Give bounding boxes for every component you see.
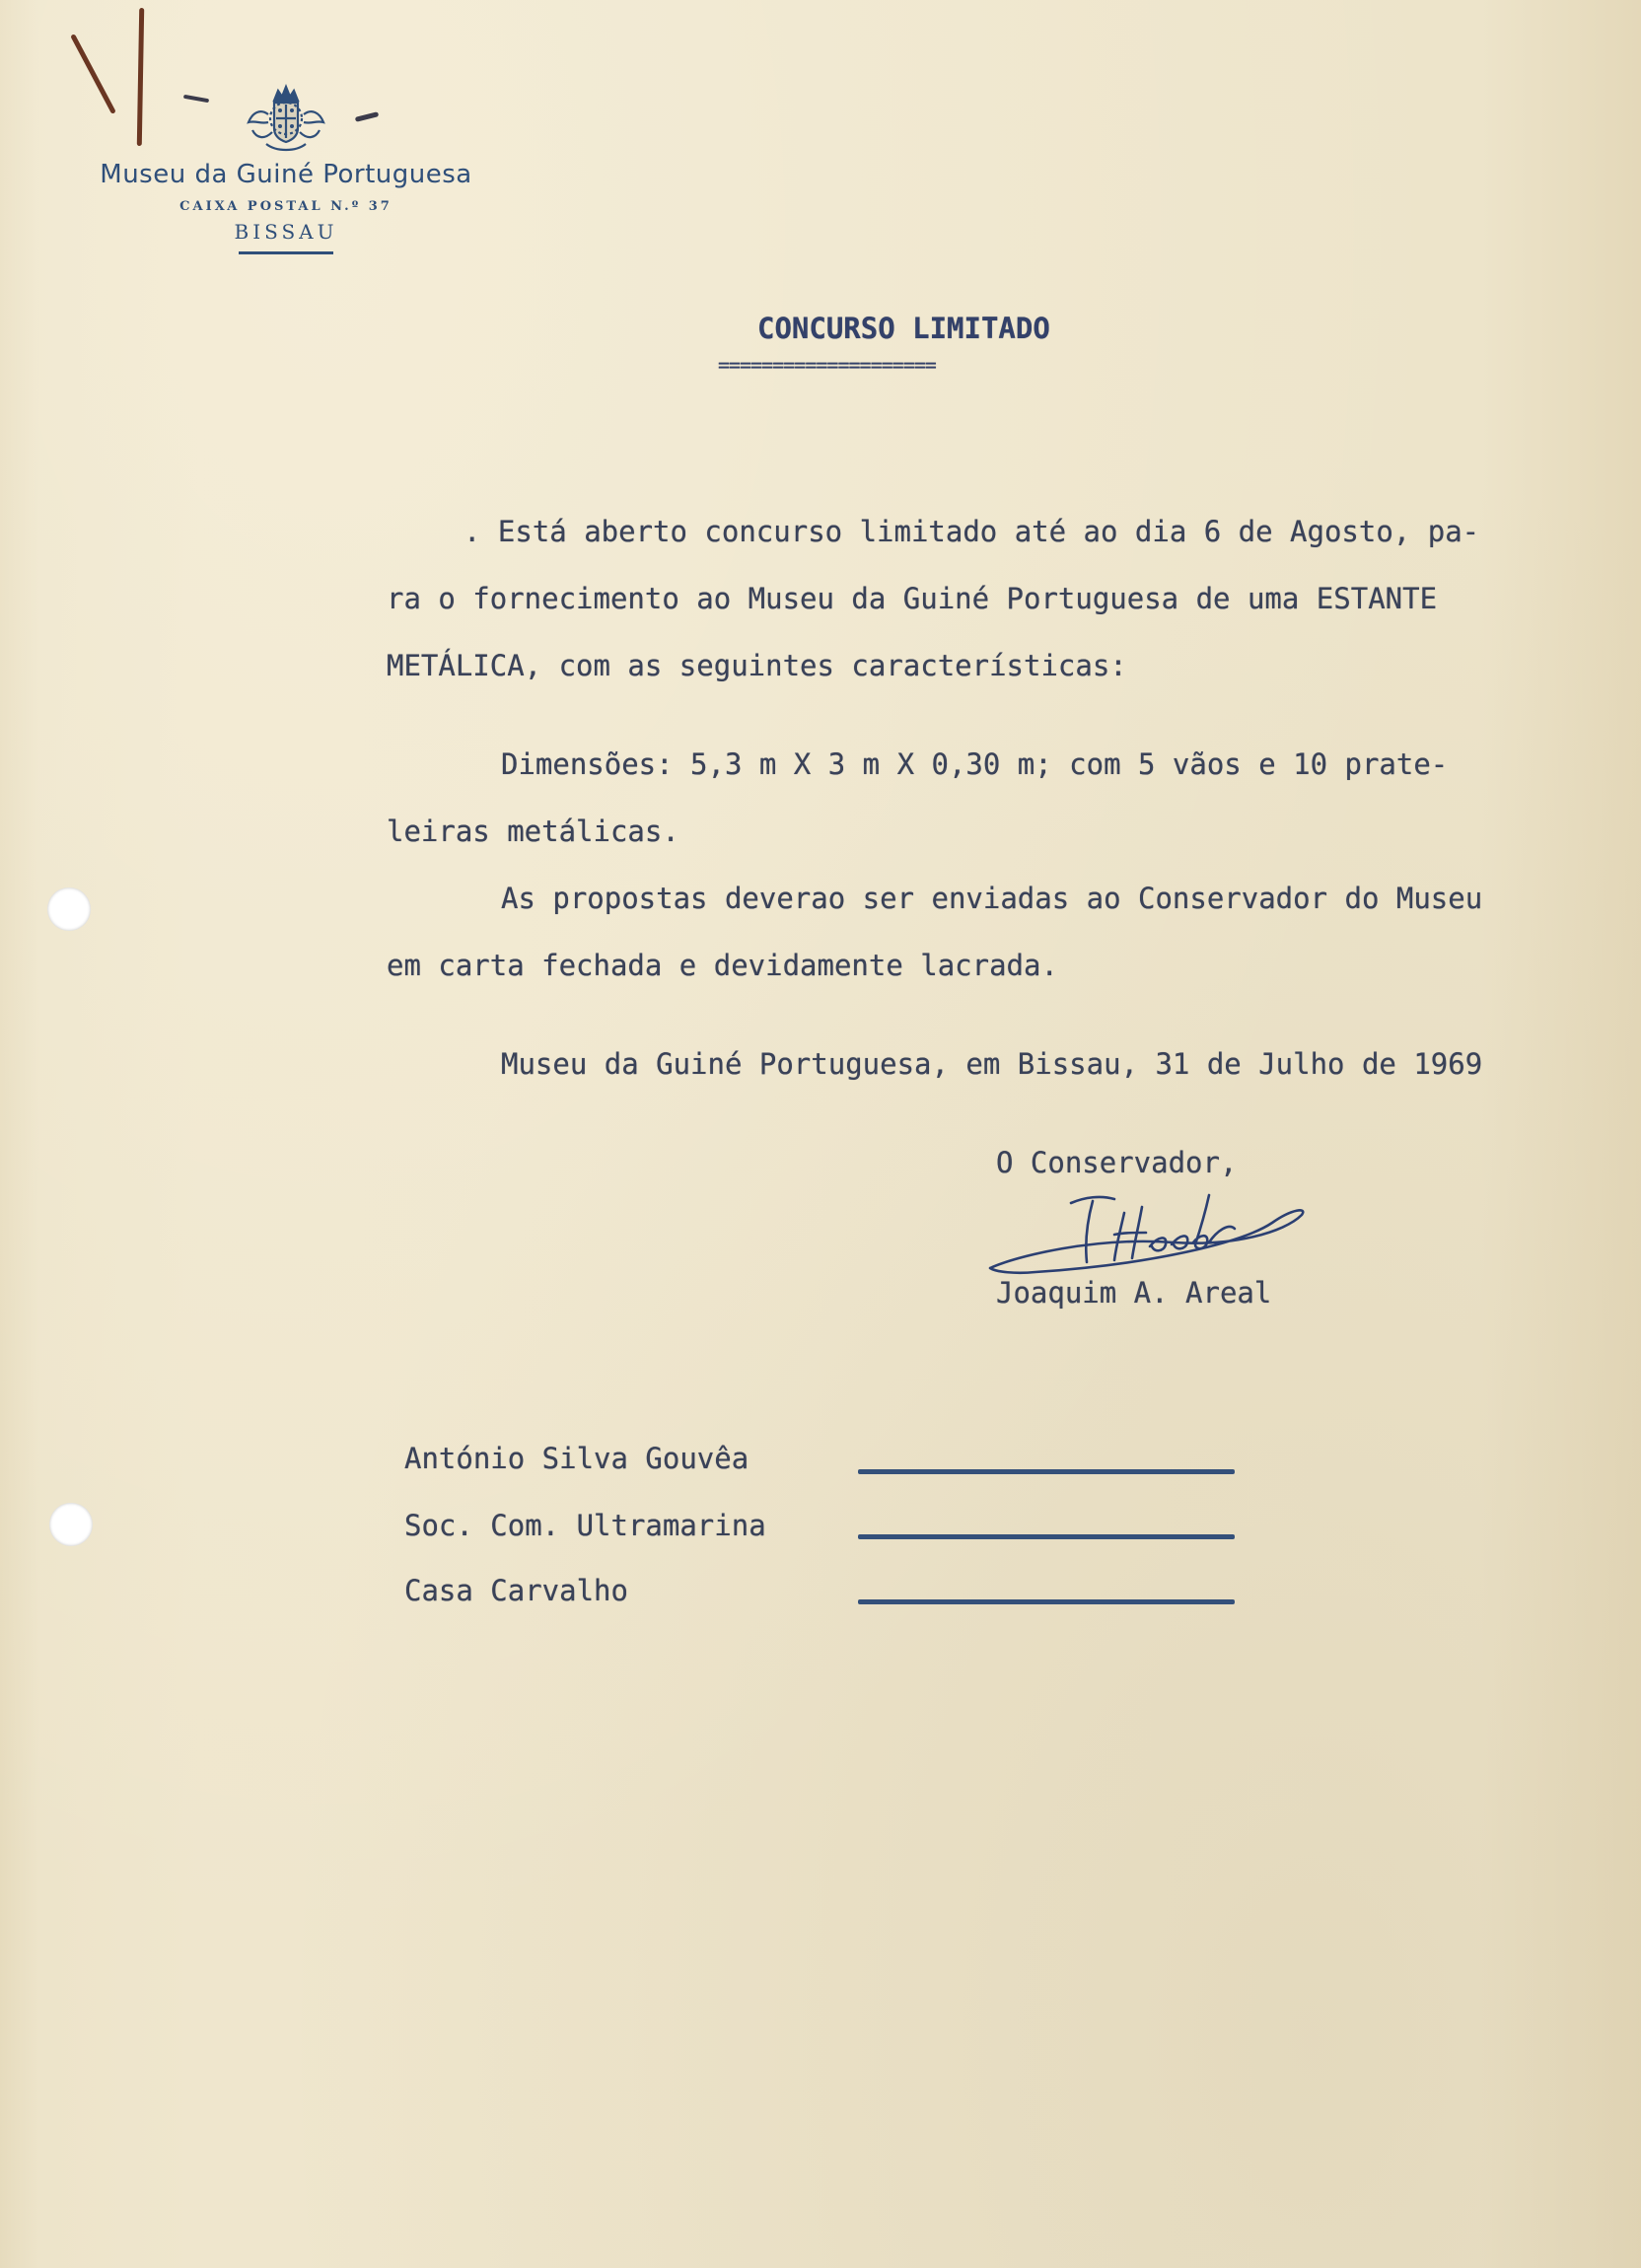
punch-hole [47, 887, 91, 931]
letterhead-museum-name: Museu da Guiné Portuguesa [100, 160, 472, 189]
recipient-signature-line [858, 1599, 1235, 1604]
recipient-signature-line [858, 1534, 1235, 1539]
signature-closing: O Conservador, [996, 1146, 1238, 1179]
title-underline: ==================== [718, 353, 936, 377]
paragraph-2-line: Dimensões: 5,3 m X 3 m X 0,30 m; com 5 vãos e 10 prate- [501, 747, 1449, 781]
place-and-date: Museu da Guiné Portuguesa, em Bissau, 31 de Julho de 1969 [501, 1047, 1483, 1081]
punch-hole [49, 1503, 93, 1546]
paragraph-3-line: As propostas deverao ser enviadas ao Conservador do Museu [501, 882, 1483, 915]
coat-of-arms-icon [239, 79, 333, 158]
paragraph-1-line: ra o fornecimento ao Museu da Guiné Portuguesa de uma ESTANTE [387, 582, 1438, 615]
recipient-signature-line [858, 1469, 1235, 1474]
letterhead [59, 79, 513, 254]
recipient-name: Soc. Com. Ultramarina [404, 1509, 766, 1542]
document-title: CONCURSO LIMITADO [757, 312, 1050, 345]
paragraph-3-line: em carta fechada e devidamente lacrada. [387, 949, 1058, 982]
letterhead-city: BISSAU [234, 220, 338, 244]
recipient-name: António Silva Gouvêa [404, 1442, 749, 1475]
signer-name: Joaquim A. Areal [996, 1276, 1272, 1310]
paragraph-1-line: . Está aberto concurso limitado até ao dia 6 de Agosto, pa- [464, 515, 1480, 548]
letterhead-postal-box: CAIXA POSTAL N.º 37 [179, 199, 392, 214]
paragraph-1-line: METÁLICA, com as seguintes características: [387, 649, 1127, 682]
paragraph-2-line: leiras metálicas. [387, 815, 679, 848]
handwritten-signature [976, 1173, 1331, 1292]
recipient-name: Casa Carvalho [404, 1574, 628, 1607]
letterhead-divider [239, 251, 333, 254]
